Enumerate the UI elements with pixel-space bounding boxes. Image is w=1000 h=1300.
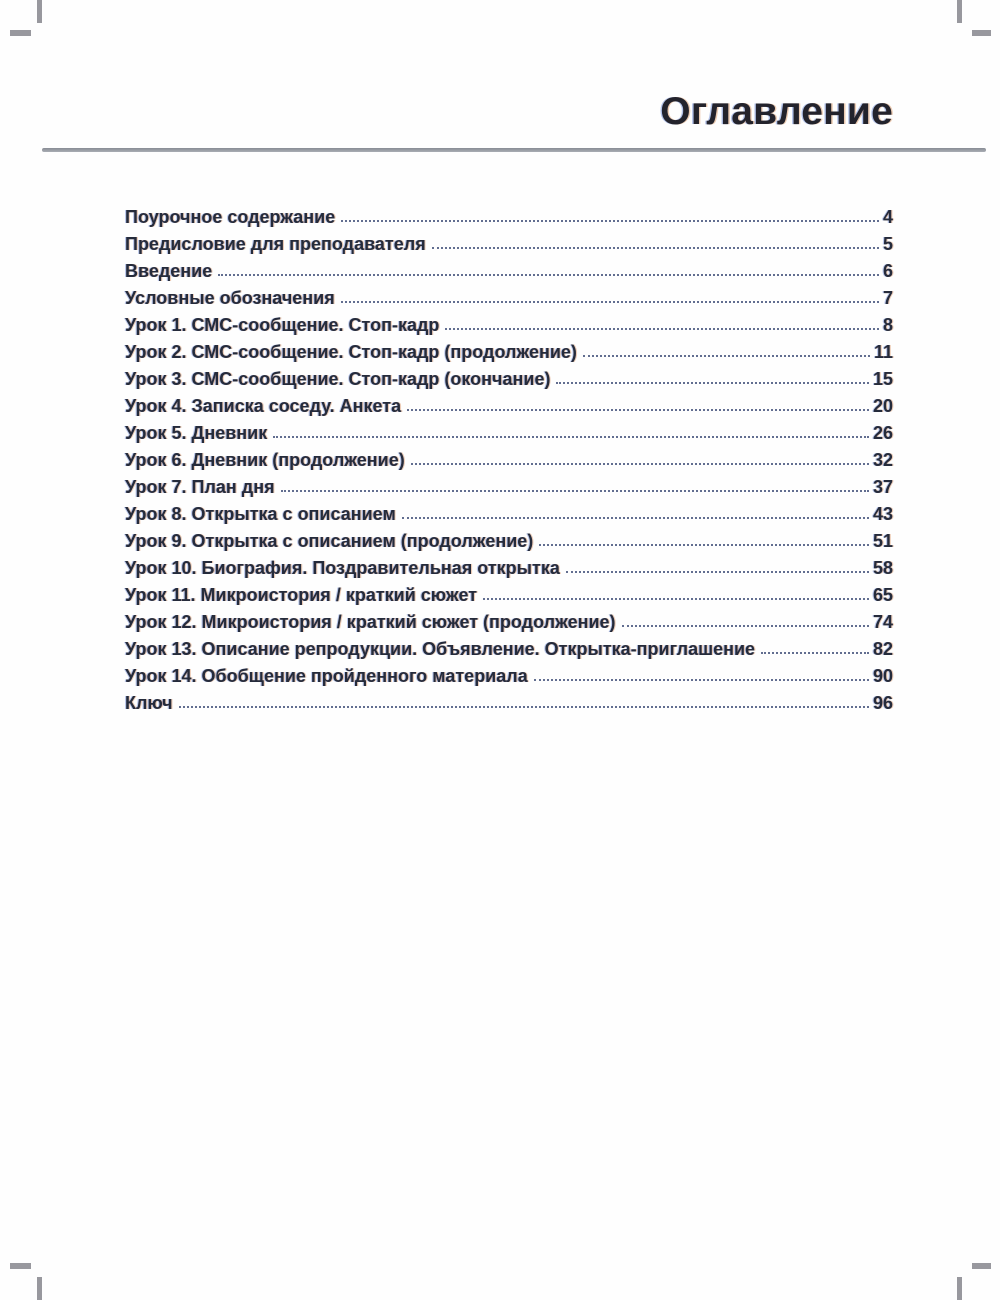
toc-entry-page: 11 — [873, 342, 893, 362]
toc-entry-label: Урок 14. Обобщение пройденного материала — [125, 666, 528, 686]
crop-mark-bottom-right-vertical — [957, 1277, 962, 1300]
toc-entry-label: Предисловие для преподавателя — [125, 234, 426, 254]
toc-entry-label: Урок 13. Описание репродукции. Объявление. Открытка-приглашение — [125, 639, 756, 659]
toc-entry-label: Условные обозначения — [125, 288, 335, 308]
toc-entry-label: Урок 3. СМС-сообщение. Стоп-кадр (окончание) — [125, 369, 551, 389]
toc-entry — [125, 261, 893, 288]
dot-leader — [432, 247, 879, 249]
toc-entry — [125, 423, 893, 450]
dot-leader — [483, 598, 869, 600]
toc-entry-page: 43 — [872, 504, 893, 524]
toc-entry — [125, 639, 893, 666]
toc-entry-label: Ключ — [125, 693, 173, 713]
toc-entry-label: Урок 6. Дневник (продолжение) — [125, 450, 405, 470]
toc-entry-page: 26 — [872, 423, 893, 443]
dot-leader — [179, 706, 869, 708]
dot-leader — [534, 679, 869, 681]
toc-entry-page: 4 — [882, 207, 893, 227]
toc-entry-label: Урок 10. Биография. Поздравительная открытка — [125, 558, 560, 578]
dot-leader — [407, 409, 869, 411]
dot-leader — [281, 490, 869, 492]
dot-leader — [761, 652, 869, 654]
toc-entry — [125, 477, 893, 504]
toc-entry-label: Урок 7. План дня — [125, 477, 275, 497]
dot-leader — [273, 436, 869, 438]
toc-entry — [125, 693, 893, 720]
crop-mark-bottom-left-vertical — [37, 1277, 42, 1300]
toc-entry — [125, 288, 893, 315]
crop-mark-bottom-left-horizontal — [10, 1263, 31, 1269]
dot-leader — [445, 328, 879, 330]
toc-entry — [125, 369, 893, 396]
crop-mark-top-left-vertical — [37, 0, 42, 23]
toc-entry-page: 5 — [882, 234, 893, 254]
crop-mark-top-right-horizontal — [972, 30, 991, 36]
dot-leader — [566, 571, 869, 573]
toc-entry-page: 37 — [872, 477, 893, 497]
dot-leader — [411, 463, 869, 465]
toc-entry-page: 20 — [872, 396, 893, 416]
toc-entry-page: 96 — [872, 693, 893, 713]
toc-entry-page: 90 — [872, 666, 893, 686]
toc-entry — [125, 612, 893, 639]
crop-mark-top-right-vertical — [957, 0, 962, 23]
toc-entry — [125, 450, 893, 477]
dot-leader — [402, 517, 869, 519]
toc-entry-label: Поурочное содержание — [125, 207, 336, 227]
toc-entry-label: Урок 5. Дневник — [125, 423, 268, 443]
dot-leader — [539, 544, 869, 546]
toc-entry-label: Урок 4. Записка соседу. Анкета — [125, 396, 402, 416]
title-rule — [42, 148, 986, 152]
toc-entry-label: Урок 12. Микроистория / краткий сюжет (продолжение) — [125, 612, 616, 632]
toc-entry-page: 74 — [872, 612, 893, 632]
dot-leader — [622, 625, 869, 627]
toc-entry-page: 6 — [882, 261, 893, 281]
dot-leader — [583, 355, 870, 357]
dot-leader — [556, 382, 869, 384]
toc-entry — [125, 666, 893, 693]
toc-entry — [125, 504, 893, 531]
toc-list — [125, 207, 893, 720]
toc-entry — [125, 396, 893, 423]
toc-entry — [125, 585, 893, 612]
toc-entry-page: 15 — [872, 369, 893, 389]
toc-entry — [125, 234, 893, 261]
toc-entry-label: Урок 8. Открытка с описанием — [125, 504, 396, 524]
toc-entry — [125, 558, 893, 585]
page-title: Оглавление — [660, 90, 893, 133]
toc-entry-page: 82 — [872, 639, 893, 659]
toc-entry-page: 58 — [872, 558, 893, 578]
toc-entry-label: Урок 9. Открытка с описанием (продолжение) — [125, 531, 534, 551]
dot-leader — [218, 274, 879, 276]
toc-entry-label: Урок 2. СМС-сообщение. Стоп-кадр (продолжение) — [125, 342, 577, 362]
crop-mark-top-left-horizontal — [10, 30, 31, 36]
crop-mark-bottom-right-horizontal — [972, 1263, 991, 1269]
toc-entry-label: Урок 1. СМС-сообщение. Стоп-кадр — [125, 315, 440, 335]
toc-entry — [125, 531, 893, 558]
toc-entry-page: 8 — [882, 315, 893, 335]
toc-entry-page: 7 — [882, 288, 893, 308]
dot-leader — [341, 220, 879, 222]
toc-entry — [125, 342, 893, 369]
toc-entry-label: Введение — [125, 261, 213, 281]
toc-entry-page: 32 — [872, 450, 893, 470]
toc-entry-page: 65 — [872, 585, 893, 605]
toc-entry-label: Урок 11. Микроистория / краткий сюжет — [125, 585, 478, 605]
toc-entry-page: 51 — [872, 531, 893, 551]
toc-entry — [125, 207, 893, 234]
dot-leader — [341, 301, 879, 303]
toc-entry — [125, 315, 893, 342]
